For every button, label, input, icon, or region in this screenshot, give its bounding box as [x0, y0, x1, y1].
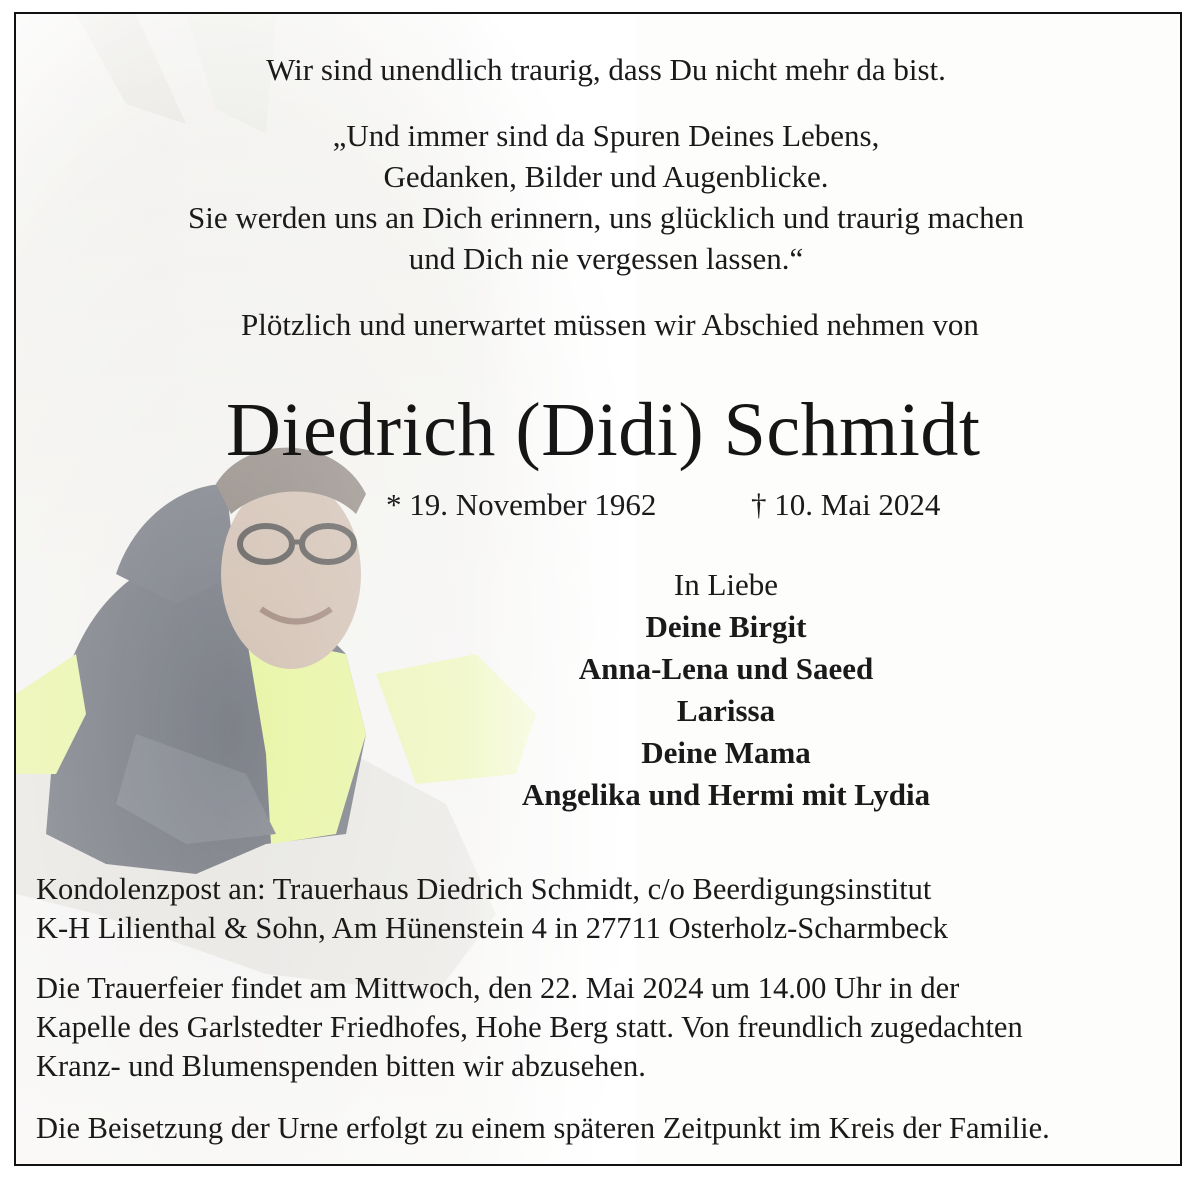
burial-line: Die Beisetzung der Urne erfolgt zu einem späteren Zeitpunkt im Kreis der Familie.	[36, 1111, 1050, 1145]
deceased-name: Diedrich (Didi) Schmidt	[226, 388, 981, 472]
quote-line: Gedanken, Bilder und Augenblicke.	[383, 159, 829, 194]
death-date: † 10. Mai 2024	[751, 487, 941, 522]
farewell-line: Plötzlich und unerwartet müssen wir Abschied nehmen von	[241, 307, 979, 342]
ceremony-line: Die Trauerfeier findet am Mittwoch, den 22. Mai 2024 um 14.00 Uhr in der	[36, 971, 960, 1005]
ceremony-line: Kranz- und Blumenspenden bitten wir abzusehen.	[36, 1049, 646, 1083]
quote-line: „Und immer sind da Spuren Deines Lebens,	[332, 118, 880, 153]
condolence-address	[36, 870, 948, 948]
family-member: Deine Birgit	[645, 609, 807, 644]
condolence-line: Kondolenzpost an: Trauerhaus Diedrich Schmidt, c/o Beerdigungsinstitut	[36, 872, 932, 906]
in-love-label: In Liebe	[673, 567, 779, 602]
burial-info	[36, 1109, 1050, 1148]
ceremony-line: Kapelle des Garlstedter Friedhofes, Hohe Berg statt. Von freundlich zugedachten	[36, 1010, 1023, 1044]
notice-text	[16, 14, 1182, 1166]
family-member: Deine Mama	[641, 735, 811, 770]
intro-line: Wir sind unendlich traurig, dass Du nicht mehr da bist.	[266, 52, 946, 87]
family-member: Larissa	[676, 693, 776, 728]
family-member: Angelika und Hermi mit Lydia	[521, 777, 931, 812]
condolence-line: K-H Lilienthal & Sohn, Am Hünenstein 4 in 27711 Osterholz-Scharmbeck	[36, 911, 949, 945]
family-member: Anna-Lena und Saeed	[578, 651, 874, 686]
birth-date: * 19. November 1962	[386, 487, 657, 522]
ceremony-info	[36, 969, 1023, 1086]
quote-line: Sie werden uns an Dich erinnern, uns glücklich und traurig machen	[188, 200, 1024, 235]
family-signatures	[406, 564, 1046, 816]
obituary-frame	[14, 12, 1182, 1166]
quote-line: und Dich nie vergessen lassen.“	[408, 241, 804, 276]
